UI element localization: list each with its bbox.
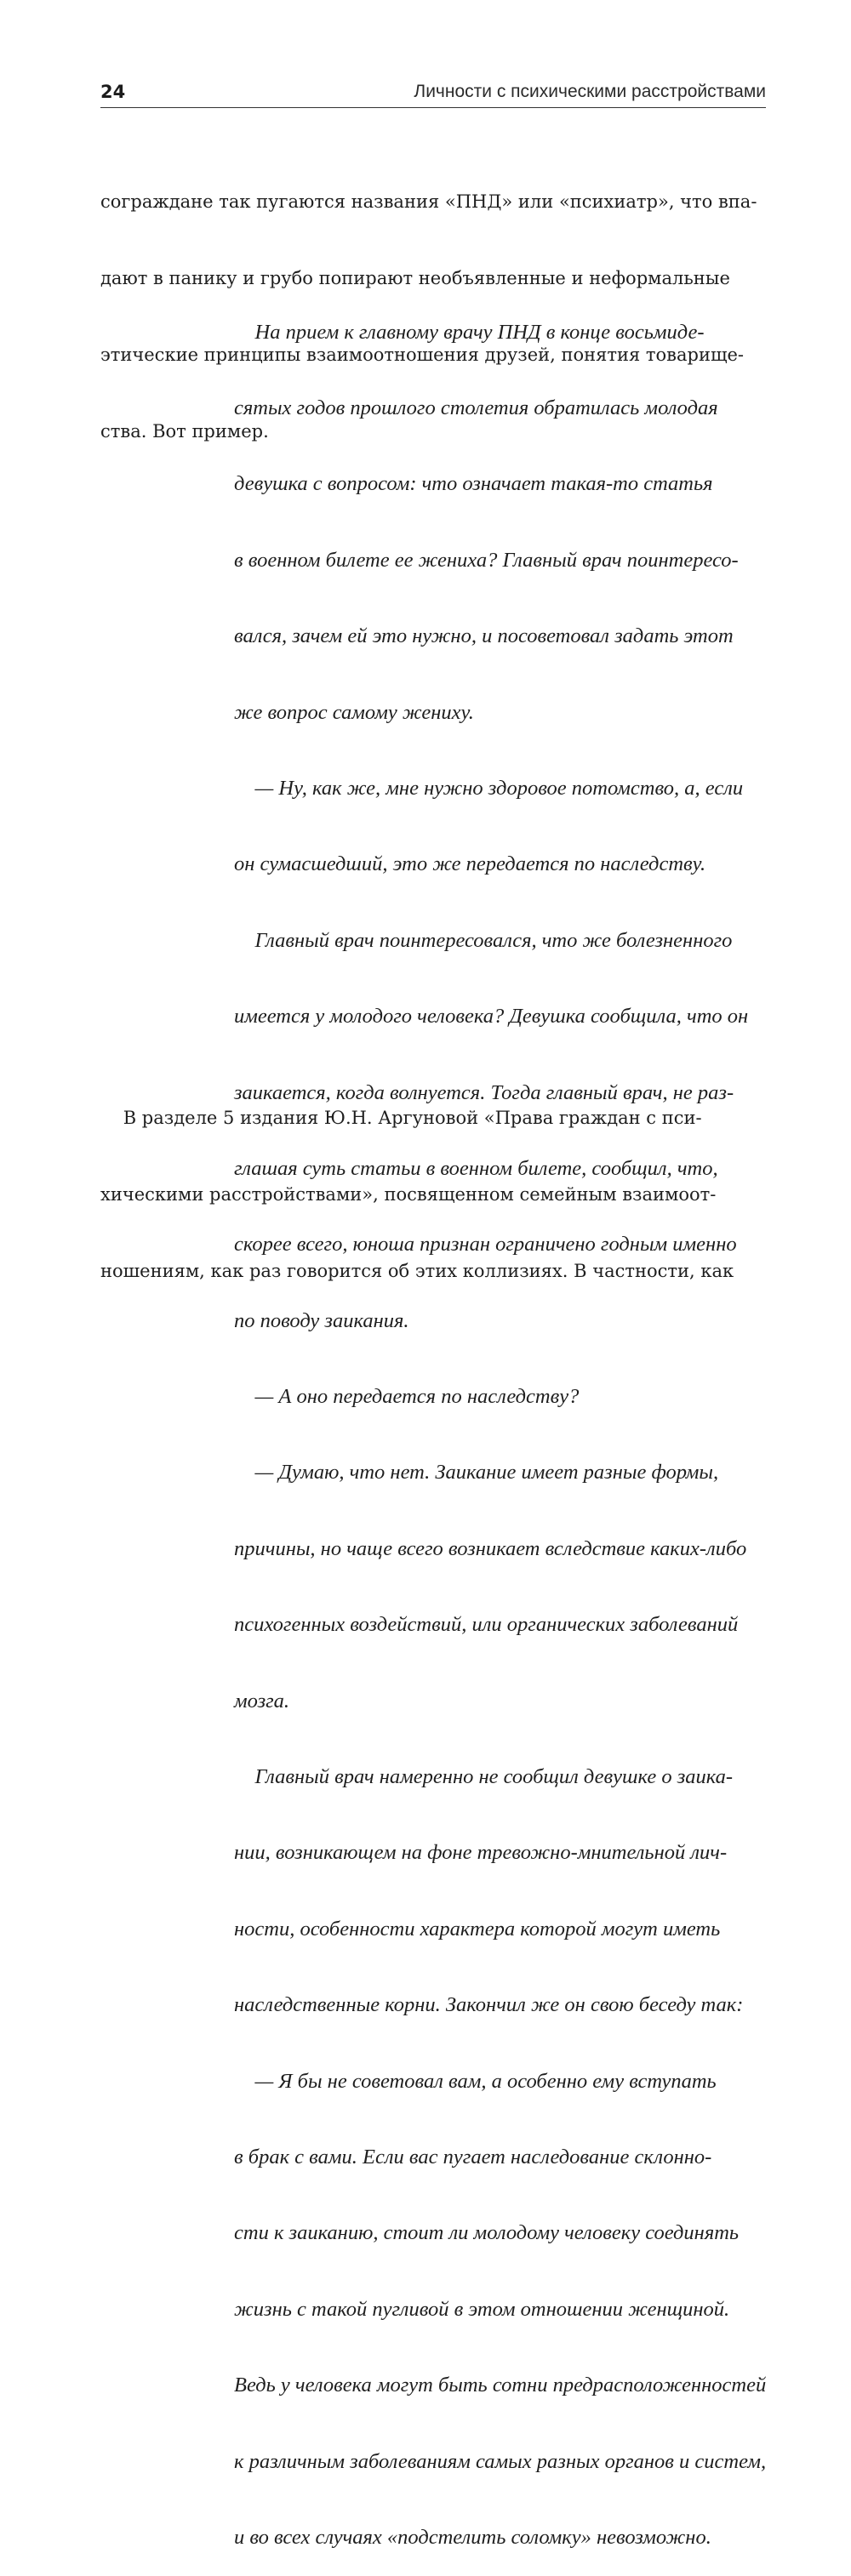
quote-line: Ведь у человека могут быть сотни предрасположенностей — [234, 2374, 767, 2397]
quote-line: ности, особенности характера которой могут иметь — [234, 1917, 721, 1941]
quote-line: нии, возникающем на фоне тревожно-мнительной лич- — [234, 1841, 728, 1865]
text-line: ношениям, как раз говорится об этих коллизиях. В частности, как — [100, 1261, 734, 1281]
quote-line: — А оно передается по наследству? — [234, 1385, 580, 1409]
paragraph-bottom — [100, 1054, 766, 1309]
quote-line: к различным заболеваниям самых разных органов и систем, — [234, 2449, 767, 2473]
quote-line: сятых годов прошлого столетия обратилась молодая — [234, 396, 718, 419]
quote-line: причины, но чаще всего возникает вследствие каких-либо — [234, 1536, 747, 1560]
page-number: 24 — [100, 82, 126, 102]
quote-line: вался, зачем ей это нужно, и посоветовал задать этот — [234, 624, 734, 648]
quote-line: жизнь с такой пугливой в этом отношении женщиной. — [234, 2297, 730, 2321]
quote-line: сти к заиканию, стоит ли молодому человеку соединять — [234, 2221, 740, 2245]
text-line: этические принципы взаимоотношения друзей, понятия товарище- — [100, 345, 744, 365]
text-line: хическими расстройствами», посвященном семейным взаимоот- — [100, 1184, 717, 1205]
quote-line: На прием к главному врачу ПНД в конце восьмиде- — [234, 320, 705, 344]
quote-line: девушка с вопросом: что означает такая-то статья — [234, 472, 713, 496]
text-line: ства. Вот пример. — [100, 421, 269, 442]
text-line: сограждане так пугаются названия «ПНД» или «психиатр», что впа- — [100, 191, 757, 212]
quote-line: и во всех случаях «подстелить соломку» невозможно. — [234, 2525, 711, 2549]
quote-line: — Я бы не советовал вам, а особенно ему вступать — [234, 2069, 717, 2093]
quote-line: имеется у молодого человека? Девушка сообщила, что он — [234, 1005, 749, 1029]
quote-line: в брак с вами. Если вас пугает наследование склонно- — [234, 2145, 712, 2169]
quote-line: психогенных воздействий, или органических заболеваний — [234, 1613, 739, 1637]
quote-line: наследственные корни. Закончил же он свою беседу так: — [234, 1993, 744, 2017]
quote-line: — Думаю, что нет. Заикание имеет разные формы, — [234, 1461, 719, 1485]
running-header — [100, 78, 766, 108]
text-line: В разделе 5 издания Ю.Н. Аргуновой «Права граждан с пси- — [100, 1108, 702, 1128]
quote-line: Главный врач намеренно не сообщил девушке о заика- — [234, 1765, 734, 1789]
quote-line: — Ну, как же, мне нужно здоровое потомство, а, если — [234, 776, 744, 800]
quote-line: глашая суть статьи в военном билете, сообщил, что, — [234, 1156, 718, 1180]
quote-line: же вопрос самому жениху. — [234, 700, 474, 724]
quote-line: по поводу заикания. — [234, 1308, 409, 1332]
quote-line: заикается, когда волнуется. Тогда главный врач, не раз- — [234, 1080, 734, 1104]
quote-line: скорее всего, юноша признан ограничено годным именно — [234, 1233, 737, 1257]
quote-line: в военном билете ее жениха? Главный врач поинтересо- — [234, 548, 739, 572]
quote-line: он сумасшедший, это же передается по наследству. — [234, 852, 706, 876]
quote-block — [234, 269, 766, 2576]
running-title: Личности с психическими расстройствами — [414, 82, 766, 101]
text-line: дают в панику и грубо попирают необъявленные и неформальные — [100, 268, 730, 288]
quote-line: мозга. — [234, 1689, 290, 1713]
quote-line: Главный врач поинтересовался, что же болезненного — [234, 928, 733, 952]
